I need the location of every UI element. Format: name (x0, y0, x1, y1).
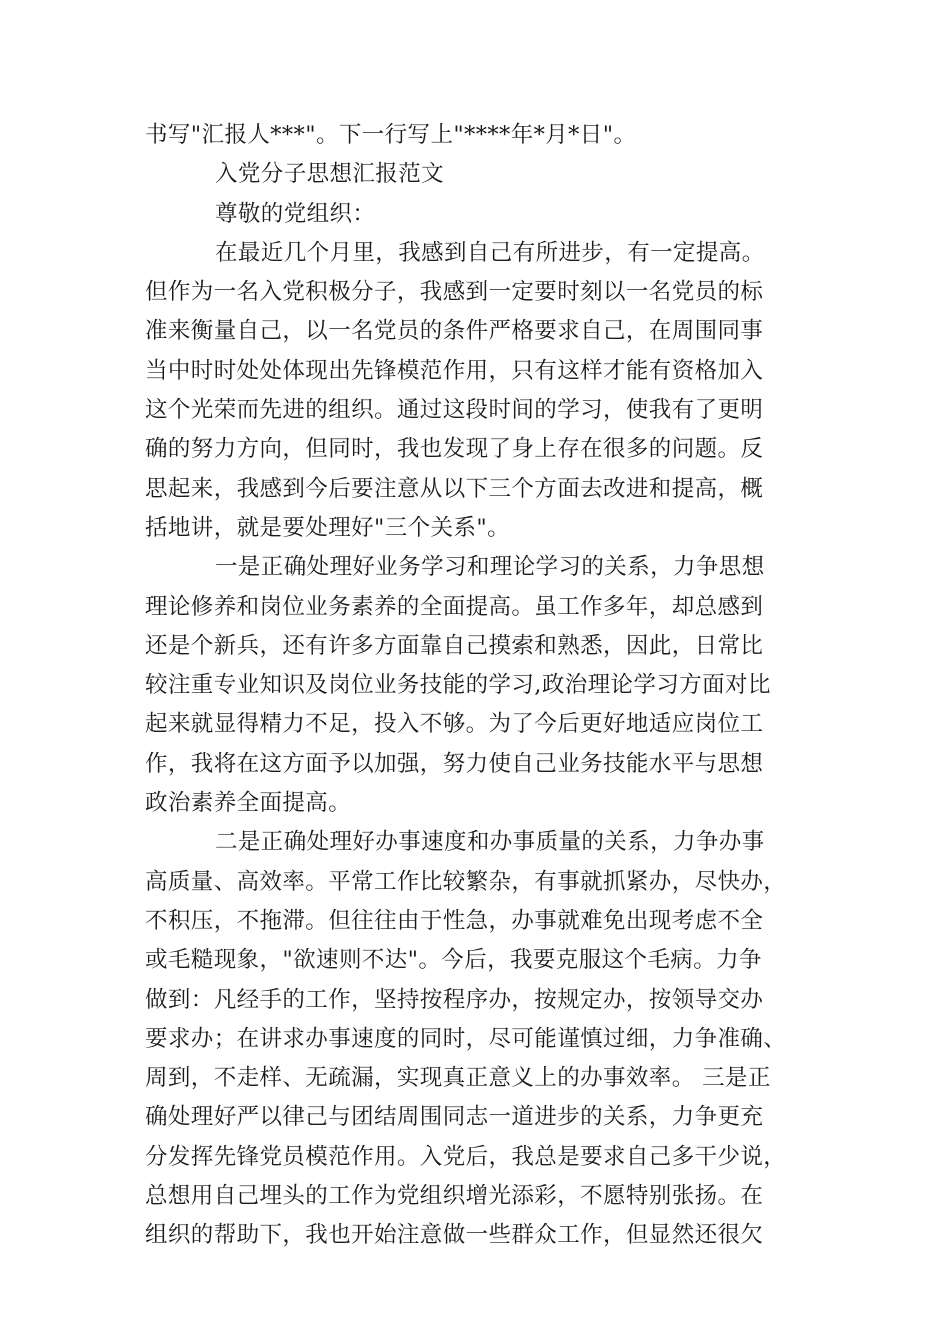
text-line: 这个光荣而先进的组织。通过这段时间的学习，使我有了更明 (145, 397, 764, 424)
text-line: 准来衡量自己，以一名党员的条件严格要求自己，在周围同事 (145, 318, 764, 345)
text-line: 要求办；在讲求办事速度的同时，尽可能谨慎过细，力争准确、 (145, 1025, 787, 1052)
text-line: 高质量、高效率。平常工作比较繁杂，有事就抓紧办，尽快办， (145, 868, 787, 895)
point-one-paragraph (145, 548, 810, 823)
salutation (145, 195, 810, 234)
text-line: 较注重专业知识及岗位业务技能的学习,政治理论学习方面对比 (145, 672, 771, 699)
text-line: 入党分子思想汇报范文 (215, 161, 445, 188)
text-line: 作，我将在这方面予以加强，努力使自己业务技能水平与思想 (145, 750, 764, 777)
text-line: 书写"汇报人***"。下一行写上"****年*月*日"。 (145, 122, 637, 148)
text-line: 括地讲，就是要处理好"三个关系"。 (145, 514, 510, 541)
text-line: 或毛糙现象，"欲速则不达"。今后，我要克服这个毛病。力争 (145, 947, 762, 974)
text-line: 确的努力方向，但同时，我也发现了身上存在很多的问题。反 (145, 436, 764, 463)
text-line: 做到：凡经手的工作，坚持按程序办，按规定办，按领导交办 (145, 986, 764, 1013)
text-line: 起来就显得精力不足，投入不够。为了今后更好地适应岗位工 (145, 711, 764, 738)
text-line: 理论修养和岗位业务素养的全面提高。虽工作多年，却总感到 (145, 593, 764, 620)
text-line: 一是正确处理好业务学习和理论学习的关系，力争思想 (215, 554, 765, 581)
text-line: 分发挥先锋党员模范作用。入党后，我总是要求自己多干少说， (145, 1143, 787, 1170)
text-line: 但作为一名入党积极分子，我感到一定要时刻以一名党员的标 (145, 279, 764, 306)
document-body (145, 116, 810, 1256)
text-line: 不积压，不拖滞。但往往由于性急，办事就难免出现考虑不全 (145, 907, 764, 934)
text-line: 周到，不走样、无疏漏，实现真正意义上的办事效率。 三是正 (145, 1065, 771, 1092)
text-line: 当中时时处处体现出先锋模范作用，只有这样才能有资格加入 (145, 357, 764, 384)
text-line: 总想用自己埋头的工作为党组织增光添彩，不愿特别张扬。在 (145, 1183, 764, 1210)
text-line: 政治素养全面提高。 (145, 790, 352, 817)
point-two-paragraph (145, 823, 810, 1255)
text-line: 组织的帮助下，我也开始注意做一些群众工作，但显然还很欠 (145, 1222, 764, 1249)
intro-paragraph (145, 234, 810, 548)
text-line: 思起来，我感到今后要注意从以下三个方面去改进和提高，概 (145, 475, 764, 502)
report-signature-instruction (145, 116, 810, 155)
text-line: 二是正确处理好办事速度和办事质量的关系，力争办事 (215, 829, 765, 856)
text-line: 确处理好严以律己与团结周围同志一道进步的关系，力争更充 (145, 1104, 764, 1131)
text-line: 尊敬的党组织： (215, 200, 376, 227)
document-heading (145, 155, 810, 194)
text-line: 还是个新兵，还有许多方面靠自己摸索和熟悉，因此，日常比 (145, 632, 764, 659)
text-line: 在最近几个月里，我感到自己有所进步，有一定提高。 (215, 239, 765, 266)
